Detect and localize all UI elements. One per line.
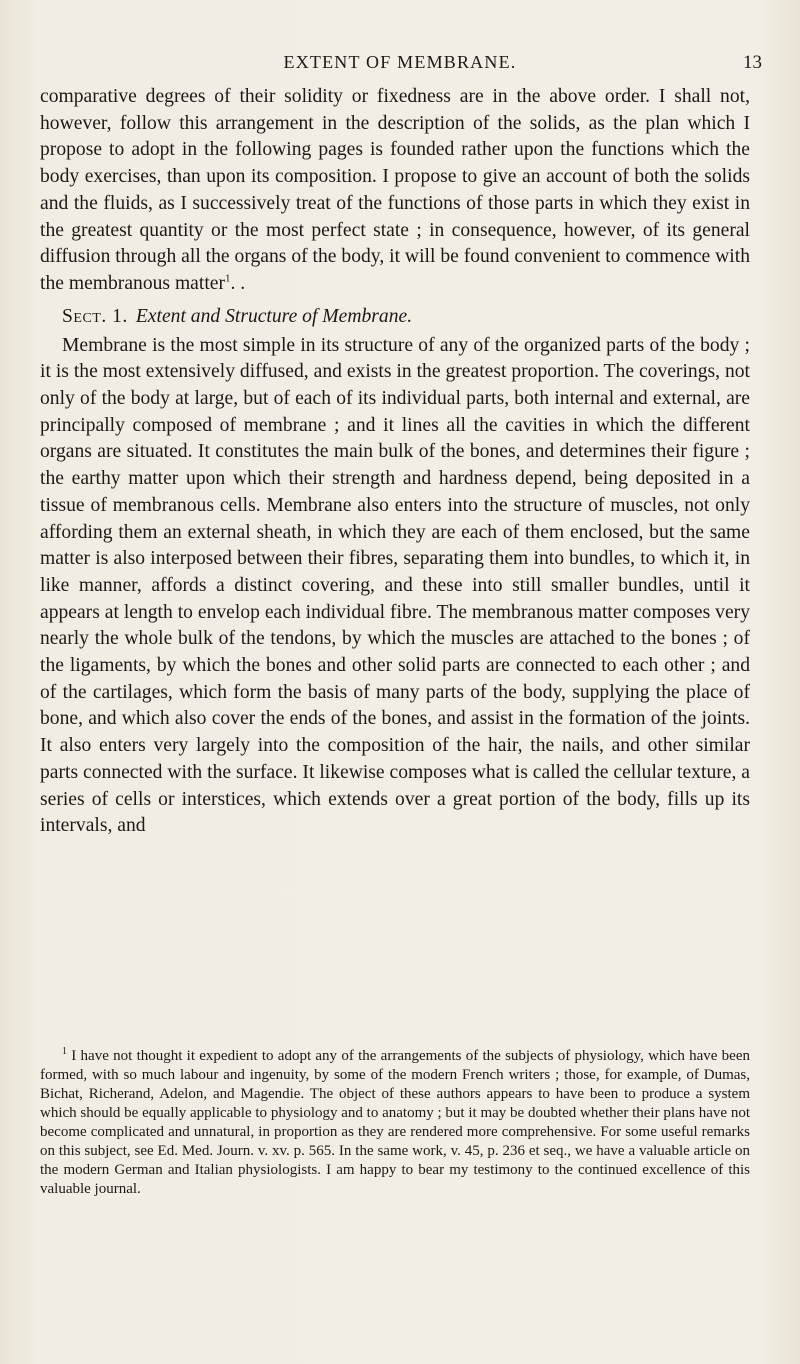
- paragraph-text: comparative degrees of their solidity or fixedness are in the above order. I shall not, however, follow this arrangement in the description of the solids, as the plan which I propose to adopt in the following pages is founded rather upon the functions which the body exercises, than upon its composition. I propose to give an account of both the solids and the fluids, as I successively treat of the functions of those parts in which they exist in the greatest quantity or the most perfect state ; in consequence, however, of its general diffusion through all the organs of the body, it will be found convenient to commence with the membranous matter: [40, 86, 750, 294]
- paragraph: Membrane is the most simple in its structure of any of the organized parts of the body ; it is the most extensively diffused, and exists in the greatest proportion. The coverings, not only of the body at large, but of each of its individual parts, both internal and external, are principally composed of membrane ; and it lines all the cavities in which the different organs are situated. It constitutes the main bulk of the bones, and determines their figure ; the earthy matter upon which their strength and hardness depend, being deposited in a tissue of membranous cells. Membrane also enters into the structure of muscles, not only affording them an external sheath, in which they are each of them enclosed, but the same matter is also interposed between their fibres, separating them into bundles, to which it, in like manner, affords a distinct covering, and these into still smaller bundles, until it appears at length to envelop each individual fibre. The membranous matter composes very nearly the whole bulk of the tendons, by which the muscles are attached to the bones ; of the ligaments, by which the bones and other solid parts are connected to each other ; and of the cartilages, which form the basis of many parts of the body, supplying the place of bone, and which also cover the ends of the bones, and assist in the formation of the joints. It also enters very largely into the composition of the hair, the nails, and other similar parts connected with the surface. It likewise composes what is called the cellular texture, a series of cells or interstices, which extends over a great portion of the body, fills up its intervals, and: [40, 334, 750, 837]
- body-text: [40, 84, 750, 840]
- paragraph-continued: [40, 84, 750, 298]
- footnote-text: I have not thought it expedient to adopt any of the arrangements of the subjects of physiology, which have been formed, with so much labour and ingenuity, by some of the modern French writers ; those, for example, of Dumas, Bichat, Richerand, Adelon, and Magendie. The object of these authors appears to have been to produce a system which should be equally applicable to physiology and to anatomy ; but it may be doubted whether their plans have not become complicated and unnatural, in proportion as they are rendered more comprehensive. For some useful remarks on this subject, see Ed. Med. Journ. v. xv. p. 565. In the same work, v. 45, p. 236 et seq., we have a valuable article on the modern German and Italian physiologists. I am happy to bear my testimony to the continued excellence of this valuable journal.: [40, 1048, 750, 1197]
- section-heading: [40, 304, 750, 330]
- footnote-marker: 1: [62, 1046, 67, 1057]
- section-title: Extent and Structure of Membrane.: [135, 305, 413, 327]
- page-number: 13: [743, 52, 762, 73]
- footnote-reference: 1: [225, 272, 231, 285]
- paragraph-tail: . .: [230, 272, 246, 294]
- page-header: [38, 52, 762, 78]
- section-label: Sect. 1.: [62, 305, 128, 327]
- footnote: [40, 1047, 750, 1199]
- running-head: EXTENT OF MEMBRANE.: [283, 52, 517, 72]
